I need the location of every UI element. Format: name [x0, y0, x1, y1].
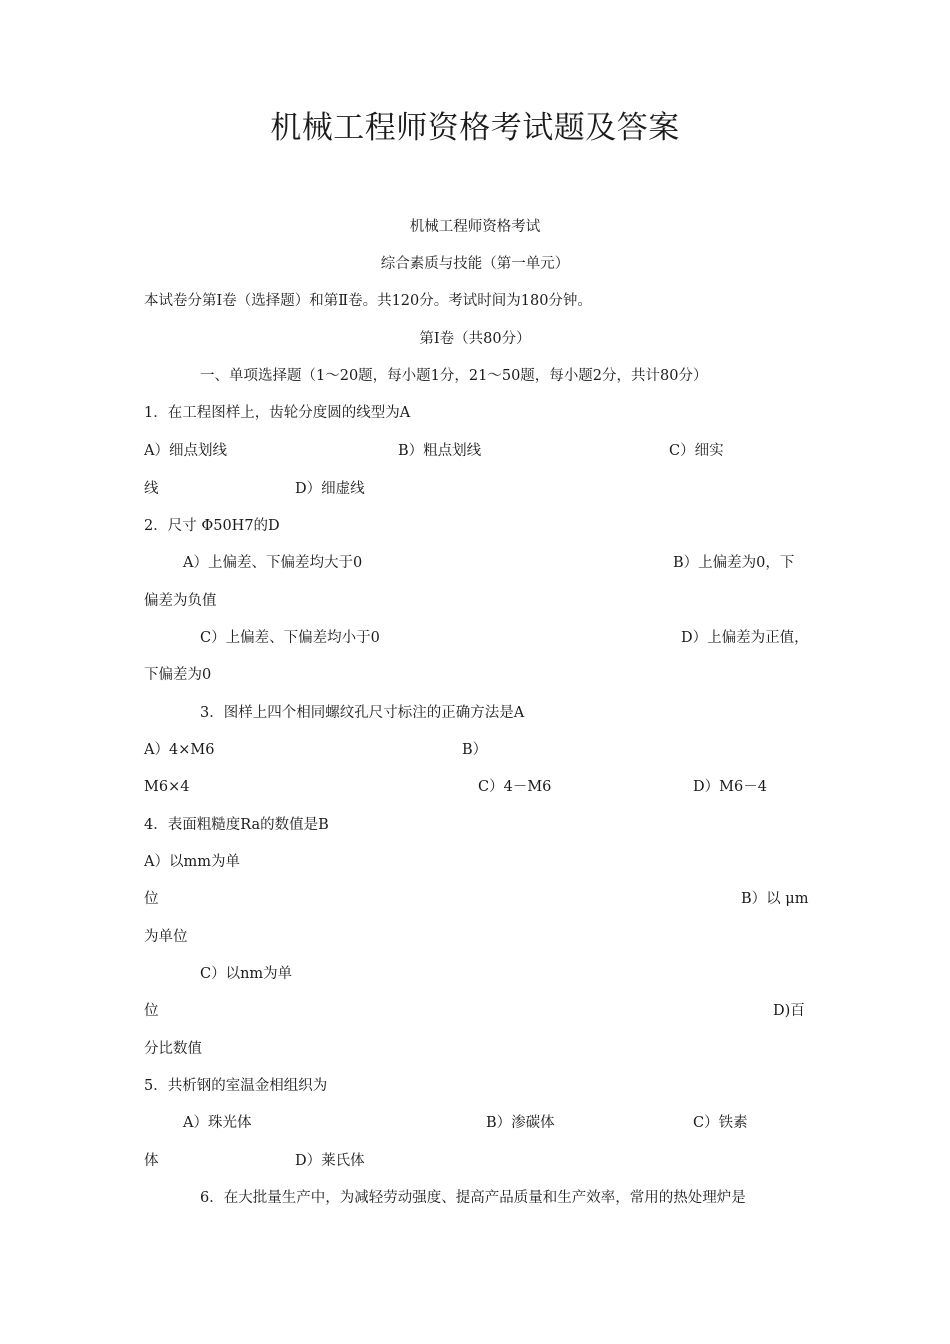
- question-2-option-b-cont: 偏差为负值: [144, 593, 217, 609]
- question-2-option-d-cont: 下偏差为0: [144, 667, 212, 683]
- question-5-option-b: B）渗碳体: [486, 1115, 555, 1131]
- question-5-stem: 5．共析钢的室温金相组织为: [144, 1078, 328, 1094]
- question-2-option-d: D）上偏差为正值，: [681, 630, 809, 646]
- question-2-stem: 2．尺寸 Φ50H7的D: [144, 518, 280, 534]
- question-3-option-b-cont: M6×4: [144, 779, 190, 795]
- question-5-option-c-cont: 体: [144, 1153, 159, 1169]
- question-6-stem: 6．在大批量生产中，为减轻劳动强度、提高产品质量和生产效率，常用的热处理炉是: [200, 1190, 746, 1206]
- question-3-option-a: A）4×M6: [144, 742, 215, 758]
- question-1-option-c: C）细实: [669, 443, 724, 459]
- question-4-option-c-cont: 位: [144, 1003, 159, 1019]
- question-1-option-b: B）粗点划线: [398, 443, 482, 459]
- question-4-option-d: D)百: [773, 1003, 805, 1019]
- question-2-option-a: A）上偏差、下偏差均大于0: [183, 555, 363, 571]
- question-3-option-b: B）: [462, 742, 488, 758]
- exam-name: 机械工程师资格考试: [409, 219, 541, 235]
- question-4-option-b: B）以 μm: [741, 891, 809, 907]
- question-1-option-c-cont: 线: [144, 481, 159, 497]
- question-2-option-c: C）上偏差、下偏差均小于0: [200, 630, 380, 646]
- question-5-option-d: D）莱氏体: [295, 1153, 365, 1169]
- question-2-option-b: B）上偏差为0，下: [673, 555, 795, 571]
- question-3-stem: 3．图样上四个相同螺纹孔尺寸标注的正确方法是A: [200, 705, 525, 721]
- exam-intro: 本试卷分第Ⅰ卷（选择题）和第Ⅱ卷。共120分。考试时间为180分钟。: [144, 293, 592, 309]
- question-4-option-b-cont: 为单位: [144, 929, 188, 945]
- question-4-stem: 4．表面粗糙度Ra的数值是B: [144, 817, 329, 833]
- question-3-option-c: C）4－M6: [478, 779, 552, 795]
- question-4-option-d-cont: 分比数值: [144, 1041, 202, 1057]
- question-5-option-a: A）珠光体: [183, 1115, 252, 1131]
- section-heading: 一、单项选择题（1～20题，每小题1分，21～50题，每小题2分，共计80分）: [200, 368, 708, 384]
- question-5-option-c: C）铁素: [693, 1115, 748, 1131]
- question-1-option-d: D）细虚线: [295, 481, 365, 497]
- volume-heading: 第Ⅰ卷（共80分）: [419, 331, 531, 347]
- question-1-stem: 1．在工程图样上，齿轮分度圆的线型为A: [144, 405, 411, 421]
- exam-unit: 综合素质与技能（第一单元）: [380, 256, 570, 272]
- question-1-option-a: A）细点划线: [144, 443, 227, 459]
- question-4-option-a-cont: 位: [144, 891, 159, 907]
- question-3-option-d: D）M6－4: [693, 779, 767, 795]
- question-4-option-c: C）以nm为单: [200, 966, 293, 982]
- document-title: 机械工程师资格考试题及答案: [270, 110, 680, 146]
- question-4-option-a: A）以mm为单: [144, 854, 240, 870]
